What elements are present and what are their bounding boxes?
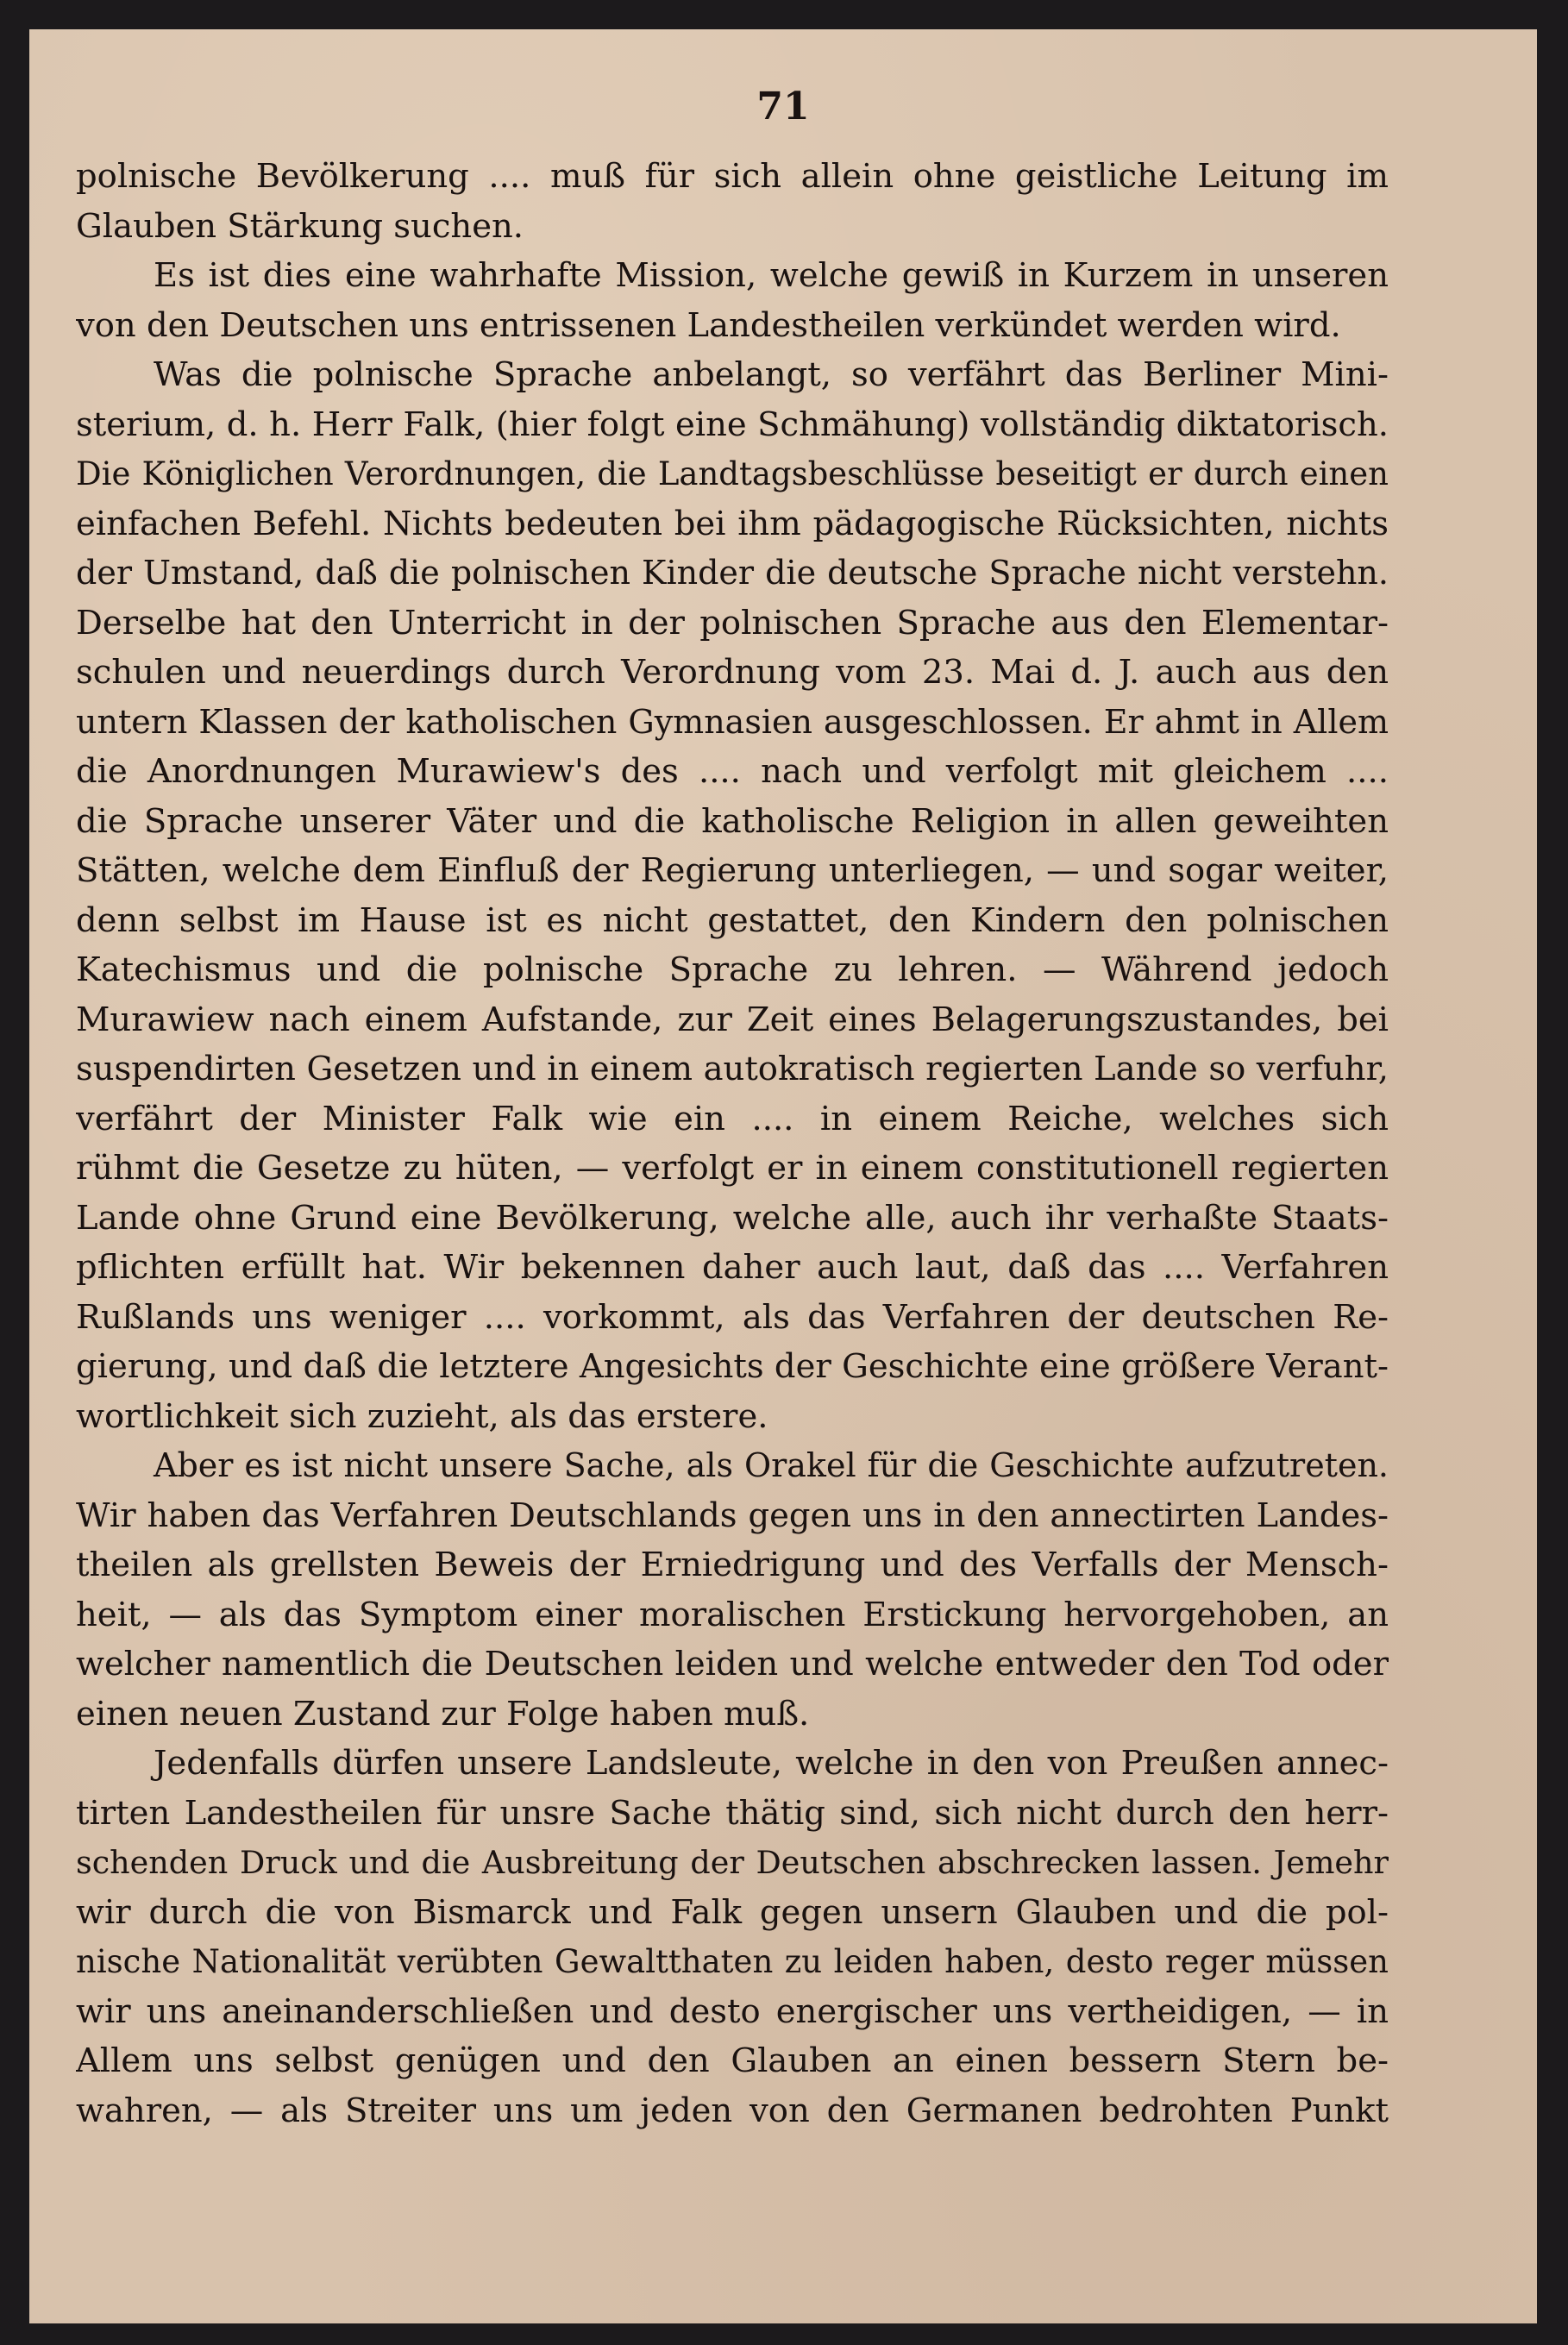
text-line: Allem uns selbst genügen und den Glauben an einen bessern Stern be-	[76, 2041, 1389, 2080]
text-line: von den Deutschen uns entrissenen Landestheilen verkündet werden wird.	[76, 305, 1341, 345]
text-line: nische Nationalität verübten Gewaltthaten zu leiden haben, desto reger müssen	[76, 1943, 1389, 1980]
paragraph	[76, 152, 1389, 251]
text-line: Wir haben das Verfahren Deutschlands gegen uns in den annectirten Landes-	[76, 1495, 1389, 1535]
text-line: die Sprache unserer Väter und die katholische Religion in allen geweihten	[76, 801, 1389, 841]
text-line: Was die polnische Sprache anbelangt, so verfährt das Berliner Mini-	[154, 355, 1389, 394]
text-line: Murawiew nach einem Aufstande, zur Zeit eines Belagerungszustandes, bei	[76, 1000, 1389, 1039]
text-line: die Anordnungen Murawiew's des .... nach und verfolgt mit gleichem ....	[76, 752, 1389, 791]
text-line: Jedenfalls dürfen unsere Landsleute, welche in den von Preußen annec-	[154, 1744, 1389, 1783]
text-line: schulen und neuerdings durch Verordnung vom 23. Mai d. J. auch aus den	[76, 653, 1389, 692]
text-line: Glauben Stärkung suchen.	[76, 206, 524, 246]
text-line: wortlichkeit sich zuzieht, als das erstere.	[76, 1396, 768, 1436]
text-line: polnische Bevölkerung .... muß für sich allein ohne geistliche Leitung im	[76, 157, 1389, 196]
text-line: Stätten, welche dem Einfluß der Regierung unterliegen, — und sogar weiter,	[76, 851, 1389, 890]
text-line: Rußlands uns weniger .... vorkommt, als das Verfahren der deutschen Re-	[76, 1297, 1389, 1337]
text-line: rühmt die Gesetze zu hüten, — verfolgt er in einem constitutionell regierten	[76, 1149, 1389, 1188]
text-line: wir durch die von Bismarck und Falk gegen unsern Glauben und die pol-	[76, 1892, 1389, 1932]
text-line: der Umstand, daß die polnischen Kinder die deutsche Sprache nicht verstehn.	[76, 554, 1389, 592]
text-line: wahren, — als Streiter uns um jeden von den Germanen bedrohten Punkt	[76, 2091, 1389, 2130]
text-line: verfährt der Minister Falk wie ein .... in einem Reiche, welches sich	[76, 1099, 1389, 1138]
paragraph	[76, 350, 1389, 1441]
text-line: Lande ohne Grund eine Bevölkerung, welche alle, auch ihr verhaßte Staats-	[76, 1198, 1389, 1238]
text-line: tirten Landestheilen für unsre Sache thätig sind, sich nicht durch den herr-	[76, 1793, 1389, 1833]
text-line: untern Klassen der katholischen Gymnasien ausgeschlossen. Er ahmt in Allem	[76, 702, 1389, 741]
paragraph	[76, 251, 1389, 350]
text-line: Es ist dies eine wahrhafte Mission, welche gewiß in Kurzem in unseren	[154, 256, 1389, 295]
text-line: schenden Druck und die Ausbreitung der Deutschen abschrecken lassen. Jemehr	[76, 1844, 1389, 1881]
text-line: heit, — als das Symptom einer moralischen Erstickung hervorgehoben, an	[76, 1595, 1389, 1634]
paragraph	[76, 1739, 1389, 2135]
book-page	[29, 29, 1537, 2323]
text-line: Katechismus und die polnische Sprache zu lehren. — Während jedoch	[76, 950, 1389, 989]
page-number: 71	[756, 85, 810, 129]
body-text	[76, 152, 1389, 2135]
text-line: gierung, und daß die letztere Angesichts der Geschichte eine größere Verant-	[76, 1347, 1389, 1386]
text-line: Aber es ist nicht unsere Sache, als Orakel für die Geschichte aufzutreten.	[154, 1446, 1389, 1484]
text-line: suspendirten Gesetzen und in einem autokratisch regierten Lande so verfuhr,	[76, 1050, 1389, 1088]
text-line: sterium, d. h. Herr Falk, (hier folgt eine Schmähung) vollständig diktatorisch.	[76, 404, 1389, 444]
text-line: einen neuen Zustand zur Folge haben muß.	[76, 1694, 810, 1734]
text-line: einfachen Befehl. Nichts bedeuten bei ihm pädagogische Rücksichten, nichts	[76, 504, 1389, 543]
text-line: theilen als grellsten Beweis der Erniedrigung und des Verfalls der Mensch-	[76, 1546, 1389, 1584]
text-line: wir uns aneinanderschließen und desto energischer uns vertheidigen, — in	[76, 1991, 1389, 2031]
text-line: Die Königlichen Verordnungen, die Landtagsbeschlüsse beseitigt er durch einen	[76, 455, 1389, 492]
paragraph	[76, 1441, 1389, 1739]
text-line: welcher namentlich die Deutschen leiden und welche entweder den Tod oder	[76, 1645, 1389, 1684]
text-line: denn selbst im Hause ist es nicht gestattet, den Kindern den polnischen	[76, 900, 1389, 940]
text-line: Derselbe hat den Unterricht in der polnischen Sprache aus den Elementar-	[76, 603, 1389, 643]
text-line: pflichten erfüllt hat. Wir bekennen daher auch laut, daß das .... Verfahren	[76, 1248, 1389, 1287]
